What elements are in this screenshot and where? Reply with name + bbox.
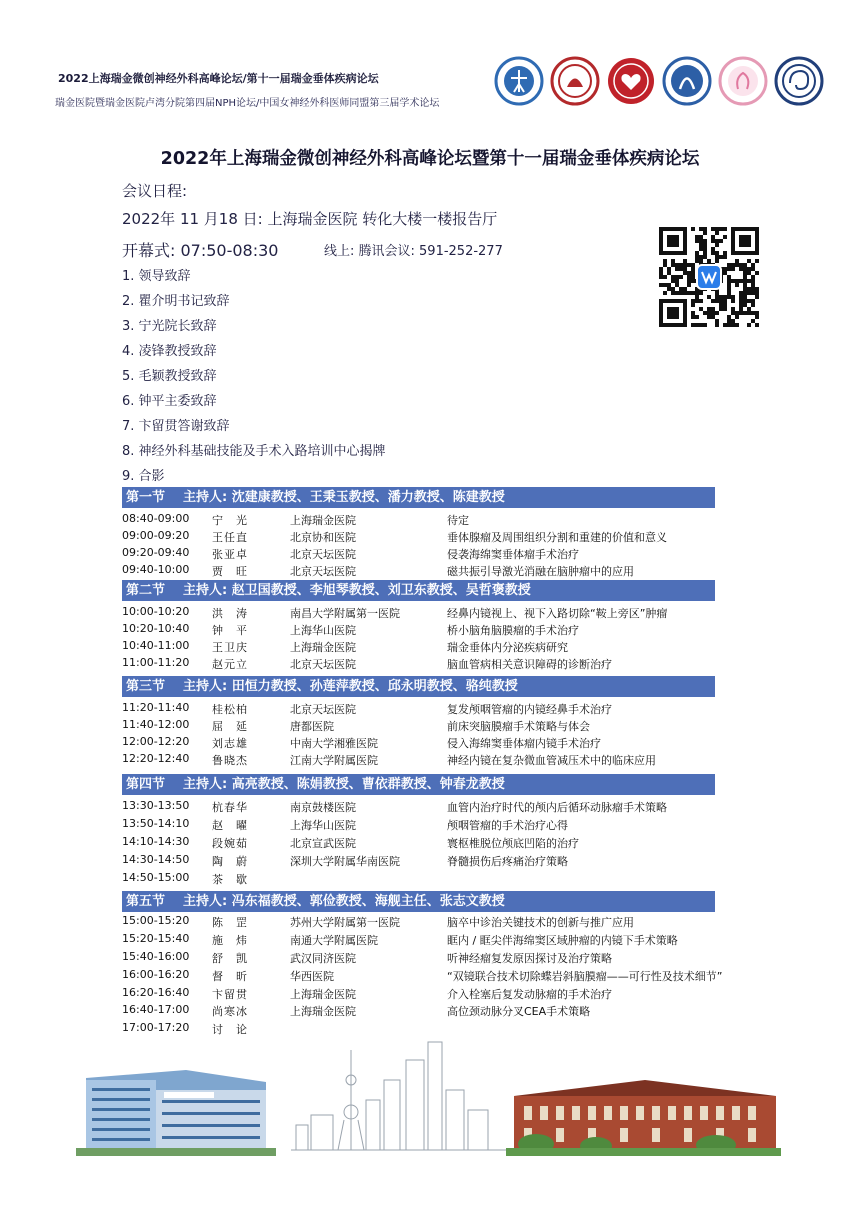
row-topic: 侵袭海绵窦垂体瘤手术治疗 — [447, 548, 579, 561]
opening-item: 2. 瞿介明书记致辞 — [122, 294, 230, 309]
header-line-1: 2022上海瑞金微创神经外科高峰论坛/第十一届瑞金垂体疾病论坛 — [58, 72, 379, 85]
row-time: 13:50-14:10 — [122, 817, 190, 830]
row-hospital: 苏州大学附属第一医院 — [290, 916, 400, 929]
row-topic: 垂体腺瘤及周围组织分割和重建的价值和意义 — [447, 531, 667, 544]
row-topic: 脑血管病相关意识障碍的诊断治疗 — [447, 658, 612, 671]
row-speaker: 洪 涛 — [212, 607, 248, 620]
row-time: 09:00-09:20 — [122, 529, 190, 542]
opening-item: 9. 合影 — [122, 469, 165, 484]
opening-item: 6. 钟平主委致辞 — [122, 394, 217, 409]
row-time: 11:40-12:00 — [122, 718, 190, 731]
session-label: 第二节 — [126, 583, 166, 598]
row-time: 09:20-09:40 — [122, 546, 190, 559]
row-time: 14:50-15:00 — [122, 871, 190, 884]
row-speaker: 宁 光 — [212, 514, 248, 527]
row-hospital: 南京鼓楼医院 — [290, 801, 356, 814]
historic-building-illustration — [506, 1080, 781, 1156]
session-hosts: 主持人: 沈建康教授、王秉玉教授、潘力教授、陈建教授 — [183, 490, 505, 505]
row-time: 14:10-14:30 — [122, 835, 190, 848]
row-topic: 待定 — [447, 514, 469, 527]
session-label: 第五节 — [126, 894, 166, 909]
row-speaker: 讨 论 — [212, 1023, 248, 1036]
row-speaker: 赵元立 — [212, 658, 248, 671]
row-time: 10:40-11:00 — [122, 639, 190, 652]
row-topic: 听神经瘤复发原因探讨及治疗策略 — [447, 952, 612, 965]
row-speaker: 杭春华 — [212, 801, 248, 814]
online-meeting: 线上: 腾讯会议: 591-252-277 — [324, 244, 503, 259]
session-header — [122, 774, 715, 795]
row-speaker: 施 炜 — [212, 934, 248, 947]
association-logo-4 — [662, 56, 712, 106]
session-header — [122, 487, 715, 508]
row-time: 10:00-10:20 — [122, 605, 190, 618]
association-logo-1 — [494, 56, 544, 106]
row-time: 14:30-14:50 — [122, 853, 190, 866]
row-speaker: 陈 罡 — [212, 916, 248, 929]
row-hospital: 深圳大学附属华南医院 — [290, 855, 400, 868]
row-speaker: 王卫庆 — [212, 641, 248, 654]
opening-item: 1. 领导致辞 — [122, 269, 191, 284]
row-hospital: 上海瑞金医院 — [290, 988, 356, 1001]
row-speaker: 桂松柏 — [212, 703, 248, 716]
row-topic: 前床突脑膜瘤手术策略与体会 — [447, 720, 590, 733]
row-time: 10:20-10:40 — [122, 622, 190, 635]
row-speaker: 陶 蔚 — [212, 855, 248, 868]
row-hospital: 上海瑞金医院 — [290, 1005, 356, 1018]
row-topic: 颅咽管瘤的手术治疗心得 — [447, 819, 568, 832]
row-time: 17:00-17:20 — [122, 1021, 190, 1034]
row-speaker: 舒 凯 — [212, 952, 248, 965]
row-hospital: 北京天坛医院 — [290, 658, 356, 671]
row-hospital: 北京协和医院 — [290, 531, 356, 544]
row-time: 13:30-13:50 — [122, 799, 190, 812]
opening-item: 7. 卞留贯答谢致辞 — [122, 419, 230, 434]
row-speaker: 赵 曜 — [212, 819, 248, 832]
row-topic: 复发颅咽管瘤的内镜经鼻手术治疗 — [447, 703, 612, 716]
row-topic: 介入栓塞后复发动脉瘤的手术治疗 — [447, 988, 612, 1001]
row-time: 16:00-16:20 — [122, 968, 190, 981]
skyline-sketch — [291, 1042, 506, 1150]
row-time: 15:40-16:00 — [122, 950, 190, 963]
row-topic: 脑卒中诊治关键技术的创新与推广应用 — [447, 916, 634, 929]
row-hospital: 中南大学湘雅医院 — [290, 737, 378, 750]
opening-item: 8. 神经外科基础技能及手术入路培训中心揭牌 — [122, 444, 386, 459]
row-hospital: 北京宣武医院 — [290, 837, 356, 850]
page-title: 2022年上海瑞金微创神经外科高峰论坛暨第十一届瑞金垂体疾病论坛 — [160, 149, 700, 169]
row-speaker: 刘志雄 — [212, 737, 248, 750]
row-topic: 血管内治疗时代的颅内后循环动脉瘤手术策略 — [447, 801, 667, 814]
row-time: 15:00-15:20 — [122, 914, 190, 927]
row-speaker: 鲁晓杰 — [212, 754, 248, 767]
row-speaker: 尚寒冰 — [212, 1005, 248, 1018]
row-speaker: 督 昕 — [212, 970, 248, 983]
opening-item: 4. 凌锋教授致辞 — [122, 344, 217, 359]
row-topic: 眶内 / 眶尖伴海绵窦区域肿瘤的内镜下手术策略 — [447, 934, 678, 947]
row-topic: 脊髓损伤后疼痛治疗策略 — [447, 855, 568, 868]
session-hosts: 主持人: 冯东福教授、郭俭教授、海舰主任、张志文教授 — [183, 894, 505, 909]
session-hosts: 主持人: 赵卫国教授、李旭琴教授、刘卫东教授、吴哲褒教授 — [183, 583, 531, 598]
session-header — [122, 580, 715, 601]
session-hosts: 主持人: 高亮教授、陈娟教授、曹依群教授、钟春龙教授 — [183, 777, 505, 792]
opening-time: 开幕式: 07:50-08:30 — [122, 241, 279, 260]
row-speaker: 卞留贯 — [212, 988, 248, 1001]
hospital-building-illustration — [76, 1070, 276, 1156]
row-time: 16:40-17:00 — [122, 1003, 190, 1016]
row-speaker: 屈 延 — [212, 720, 248, 733]
row-hospital: 上海瑞金医院 — [290, 514, 356, 527]
row-speaker: 张亚卓 — [212, 548, 248, 561]
association-logo-5 — [718, 56, 768, 106]
row-topic: 神经内镜在复杂微血管减压术中的临床应用 — [447, 754, 656, 767]
row-speaker: 王任直 — [212, 531, 248, 544]
row-time: 09:40-10:00 — [122, 563, 190, 576]
row-topic: 瑞金垂体内分泌疾病研究 — [447, 641, 568, 654]
row-topic: “双镜联合技术切除蝶岩斜脑膜瘤——可行性及技术细节” — [447, 970, 723, 983]
association-logo-6 — [774, 56, 824, 106]
row-topic: 经鼻内镜视上、视下入路切除“鞍上旁区”肿瘤 — [447, 607, 668, 620]
session-label: 第三节 — [126, 679, 166, 694]
row-hospital: 北京天坛医院 — [290, 703, 356, 716]
opening-item: 5. 毛颖教授致辞 — [122, 369, 217, 384]
row-time: 11:20-11:40 — [122, 701, 190, 714]
row-hospital: 北京天坛医院 — [290, 548, 356, 561]
row-hospital: 上海华山医院 — [290, 624, 356, 637]
skyline-illustration — [66, 1020, 786, 1160]
session-header — [122, 891, 715, 912]
row-topic: 侵入海绵窦垂体瘤内镜手术治疗 — [447, 737, 601, 750]
header-line-2: 瑞金医院暨瑞金医院卢湾分院第四届NPH论坛/中国女神经外科医师同盟第三届学术论坛 — [55, 98, 440, 109]
row-time: 08:40-09:00 — [122, 512, 190, 525]
row-hospital: 武汉同济医院 — [290, 952, 356, 965]
row-speaker: 段婉茹 — [212, 837, 248, 850]
session-hosts: 主持人: 田恒力教授、孙莲萍教授、邱永明教授、骆纯教授 — [183, 679, 518, 694]
association-logo-3 — [606, 56, 656, 106]
row-hospital: 江南大学附属医院 — [290, 754, 378, 767]
row-hospital: 上海瑞金医院 — [290, 641, 356, 654]
session-label: 第四节 — [126, 777, 166, 792]
date-venue: 2022年 11 月18 日: 上海瑞金医院 转化大楼一楼报告厅 — [122, 210, 498, 228]
qr-code — [659, 227, 759, 327]
row-topic: 寰枢椎脱位颅底凹陷的治疗 — [447, 837, 579, 850]
row-time: 16:20-16:40 — [122, 986, 190, 999]
row-time: 11:00-11:20 — [122, 656, 190, 669]
row-time: 15:20-15:40 — [122, 932, 190, 945]
row-hospital: 上海华山医院 — [290, 819, 356, 832]
row-time: 12:00-12:20 — [122, 735, 190, 748]
opening-item: 3. 宁光院长致辞 — [122, 319, 217, 334]
row-speaker: 贾 旺 — [212, 565, 248, 578]
row-speaker: 茶 歇 — [212, 873, 248, 886]
association-logo-2 — [550, 56, 600, 106]
row-time: 12:20-12:40 — [122, 752, 190, 765]
row-hospital: 北京天坛医院 — [290, 565, 356, 578]
row-topic: 桥小脑角脑膜瘤的手术治疗 — [447, 624, 579, 637]
row-hospital: 南昌大学附属第一医院 — [290, 607, 400, 620]
schedule-label: 会议日程: — [122, 182, 188, 200]
logo-strip — [494, 56, 824, 106]
row-hospital: 南通大学附属医院 — [290, 934, 378, 947]
row-speaker: 钟 平 — [212, 624, 248, 637]
session-header — [122, 676, 715, 697]
row-topic: 磁共振引导激光消融在脑肿瘤中的应用 — [447, 565, 634, 578]
row-hospital: 华西医院 — [290, 970, 334, 983]
session-label: 第一节 — [126, 490, 166, 505]
row-topic: 高位颈动脉分叉CEA手术策略 — [447, 1005, 591, 1018]
row-hospital: 唐都医院 — [290, 720, 334, 733]
